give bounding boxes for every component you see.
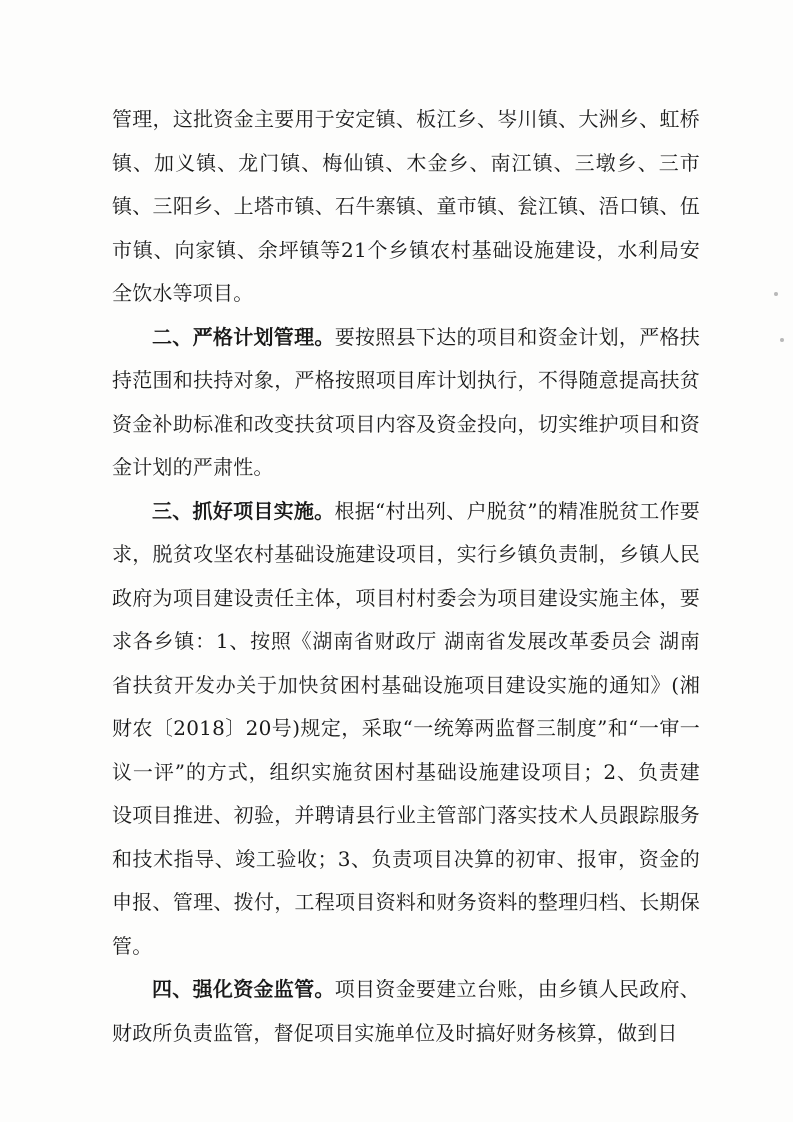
- paragraph-text: 要按照县下达的项目和资金计划，严格扶持范围和扶持对象，严格按照项目库计划执行，不得随意提高扶贫资金补助标准和改变扶贫项目内容及资金投向，切实维护项目和资金计划的严肃性。: [112, 324, 700, 479]
- section-heading: 三、抓好项目实施。: [152, 498, 335, 523]
- document-body: [112, 98, 700, 1055]
- paragraph-text: 根据“村出列、户脱贫”的精准脱贫工作要求，脱贫攻坚农村基础设施建设项目，实行乡镇负责制，乡镇人民政府为项目建设责任主体，项目村村委会为项目建设实施主体，要求各乡镇：1、按照《湖南省财政厅 湖南省发展改革委员会 湖南省扶贫开发办关于加快贫困村基础设施项目建设实施的通知》(湘财农〔2018〕20号)规定，采取“一统筹两监督三制度”和“一审一议一评”的方式，组织实施贫困村基础设施建设项目；2、负责建设项目推进、初验，并聘请县行业主管部门落实技术人员跟踪服务和技术指导、竣工验收；3、负责项目决算的初审、报审，资金的申报、管理、拨付，工程项目资料和财务资料的整理归档、长期保管。: [112, 498, 700, 958]
- paragraph-project-implementation: [112, 490, 700, 969]
- section-heading: 二、严格计划管理。: [152, 324, 335, 349]
- paragraph-text: 项目资金要建立台账，由乡镇人民政府、财政所负责监管，督促项目实施单位及时搞好财务核算，做到日: [112, 977, 700, 1045]
- paragraph-text: 管理，这批资金主要用于安定镇、板江乡、岑川镇、大洲乡、虹桥镇、加义镇、龙门镇、梅仙镇、木金乡、南江镇、三墩乡、三市镇、三阳乡、上塔市镇、石牛寨镇、童市镇、瓮江镇、浯口镇、伍市镇、向家镇、余坪镇等21个乡镇农村基础设施建设，水利局安全饮水等项目。: [112, 107, 700, 305]
- scan-speck: [774, 292, 778, 296]
- paragraph-fund-usage: [112, 98, 700, 316]
- paragraph-fund-supervision: [112, 968, 700, 1055]
- paragraph-plan-management: [112, 316, 700, 490]
- section-heading: 四、强化资金监管。: [152, 977, 335, 1001]
- scan-speck: [780, 338, 784, 342]
